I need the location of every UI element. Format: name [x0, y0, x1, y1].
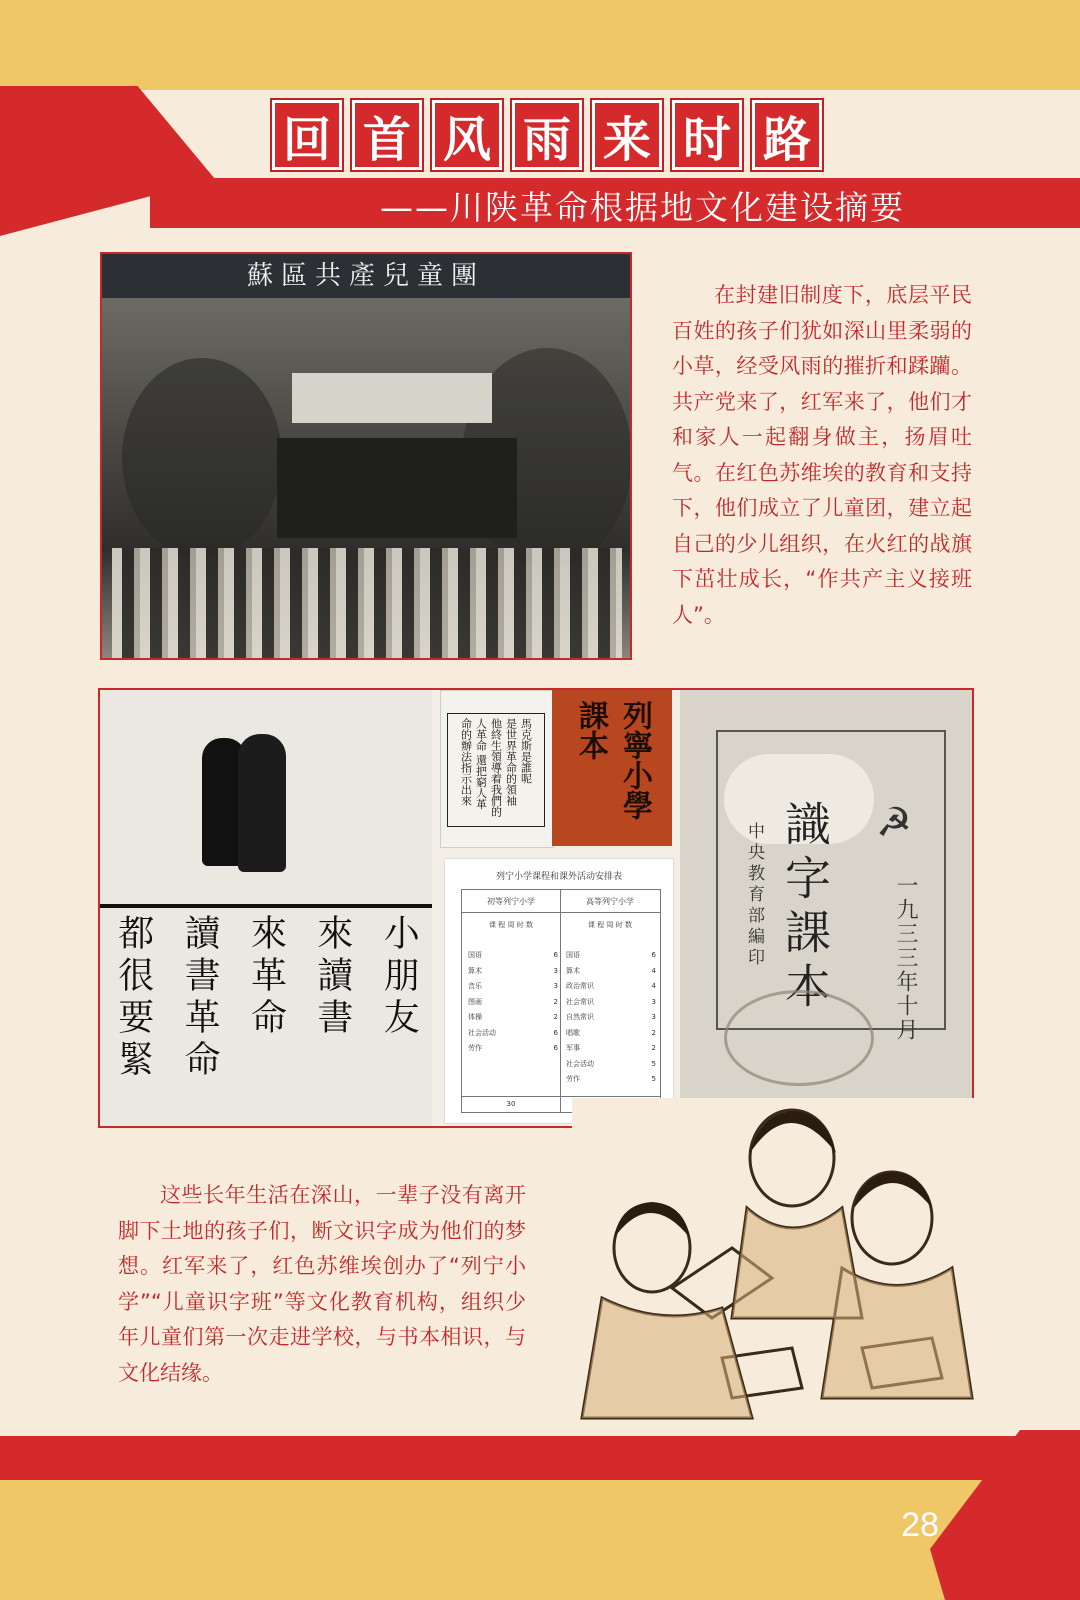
- course-name: 音乐: [468, 982, 482, 990]
- page-title: [272, 100, 822, 170]
- footer-red-band: [0, 1436, 1080, 1480]
- title-char: 首: [352, 100, 422, 170]
- course-name: 国语: [468, 951, 482, 959]
- course-name: 自然常识: [566, 1013, 594, 1021]
- weekly-hours: 2: [553, 1013, 558, 1021]
- table-right-head: 高等列宁小学: [586, 897, 634, 906]
- stage-canopy: [292, 373, 492, 423]
- table-row: [468, 995, 558, 1011]
- tree-shape: [122, 358, 282, 558]
- page-number: 28: [901, 1506, 939, 1544]
- course-name: 算术: [468, 966, 482, 975]
- title-char: 回: [272, 100, 342, 170]
- table-row: [566, 979, 656, 995]
- cover-publisher: 中央教育部編印: [744, 822, 764, 969]
- course-name: 体操: [468, 1013, 482, 1021]
- weekly-hours: 5: [651, 1075, 656, 1083]
- cover-date: 一九三三年十月: [893, 874, 918, 1042]
- course-name: 唱歌: [566, 1028, 580, 1037]
- table-rule: [462, 912, 660, 913]
- seal-stamp: [724, 990, 874, 1086]
- weekly-hours: 2: [651, 1044, 656, 1052]
- title-char: 路: [752, 100, 822, 170]
- table-row: [566, 995, 656, 1011]
- weekly-hours: 2: [651, 1028, 656, 1037]
- cover-title: 識字課本: [778, 800, 832, 1016]
- curriculum-table-image: [444, 858, 674, 1124]
- verse-column: 小朋友: [378, 914, 420, 1040]
- title-char: 时: [672, 100, 742, 170]
- table-row: [468, 964, 558, 980]
- verse-column: 都很要緊: [112, 914, 154, 1082]
- course-name: 军事: [566, 1044, 580, 1052]
- weekly-hours: 3: [553, 966, 558, 975]
- weekly-hours: 6: [553, 951, 558, 959]
- page-subtitle: ——川陕革命根据地文化建设摘要: [380, 188, 905, 227]
- table-title: 列宁小学课程和课外活动安排表: [495, 872, 622, 882]
- weekly-hours: 6: [553, 1044, 558, 1052]
- table-left-rows: [468, 948, 558, 1057]
- table-row: [468, 979, 558, 995]
- course-name: 劳作: [468, 1044, 482, 1052]
- weekly-hours: 4: [651, 982, 656, 990]
- table-rule: [462, 1096, 660, 1097]
- weekly-hours: 6: [651, 951, 656, 959]
- quote-column: 是世界革命的領袖: [504, 718, 518, 806]
- course-name: 社会活动: [566, 1059, 594, 1068]
- child-figure: [238, 734, 286, 872]
- photo-scene: [102, 298, 630, 658]
- header-gold-band: [0, 0, 1080, 90]
- intro-paragraph: 在封建旧制度下，底层平民百姓的孩子们犹如深山里柔弱的小草，经受风雨的摧折和蹂躪。共产党来了，红军来了，他们才和家人一起翻身做主，扬眉吐气。在红色苏维埃的教育和支持下，他们成立了儿童团，建立起自己的少儿组织，在火红的战旗下茁壮成长，“作共产主义接班人”。: [672, 283, 972, 627]
- weekly-hours: 3: [553, 982, 558, 990]
- ground-line: [100, 904, 432, 908]
- table-left-head: 初等列宁小学: [487, 897, 535, 906]
- table-row: [468, 948, 558, 964]
- quote-box: [447, 713, 545, 827]
- quote-column: 他終生領導着我們的: [489, 718, 503, 817]
- weekly-hours: 3: [651, 1013, 656, 1021]
- quote-column: 命的辦法指示出來: [459, 718, 473, 806]
- table-row: [566, 1072, 656, 1088]
- poster-verses: [100, 914, 432, 1114]
- table-col-labels: 课 程 周 时 数: [489, 921, 533, 929]
- literacy-textbook-cover: [680, 690, 972, 1126]
- table-left-total: 30: [506, 1100, 516, 1108]
- table-row: [566, 964, 656, 980]
- historical-collage: [98, 688, 974, 1128]
- weekly-hours: 2: [553, 997, 558, 1006]
- stage-backdrop: [277, 438, 517, 538]
- table-row: [468, 1010, 558, 1026]
- verse-column: 讀書革命: [179, 914, 221, 1082]
- course-name: 图画: [468, 997, 482, 1006]
- children-reading-illustration: [572, 1098, 986, 1434]
- crowd-of-children: [112, 548, 622, 658]
- title-char: 风: [432, 100, 502, 170]
- textbook-title-text: 列寧小學課本: [573, 700, 652, 820]
- curriculum-table: [461, 889, 661, 1113]
- table-right-rows: [566, 948, 656, 1088]
- title-char: 雨: [512, 100, 582, 170]
- table-row: [468, 1041, 558, 1057]
- table-row: [468, 1026, 558, 1042]
- lenin-primary-textbook: [552, 690, 672, 846]
- photo-banner: 蘇區共產兒童團: [102, 254, 630, 298]
- weekly-hours: 6: [553, 1028, 558, 1037]
- quote-page: [440, 690, 554, 848]
- table-row: [566, 1026, 656, 1042]
- course-name: 社会活动: [468, 1028, 496, 1037]
- textbook-title: [552, 700, 672, 840]
- weekly-hours: 4: [651, 966, 656, 975]
- weekly-hours: 5: [651, 1059, 656, 1068]
- course-name: 政治常识: [566, 982, 594, 990]
- table-col-labels: 课 程 周 时 数: [588, 921, 632, 929]
- children-corps-photo: [100, 252, 632, 660]
- weekly-hours: 3: [651, 997, 656, 1006]
- literacy-poster: [100, 690, 432, 1126]
- course-name: 国语: [566, 951, 580, 959]
- course-name: 劳作: [566, 1075, 580, 1083]
- table-row: [566, 1057, 656, 1073]
- course-name: 算术: [566, 966, 580, 975]
- verse-column: 來讀書: [311, 914, 353, 1040]
- school-paragraph: 这些长年生活在深山，一辈子没有离开脚下土地的孩子们，断文识字成为他们的梦想。红军来了，红色苏维埃创办了“列宁小学”“儿童识字班”等文化教育机构，组织少年儿童们第一次走进学校，与书本相识，与文化结缘。: [118, 1183, 526, 1385]
- table-row: [566, 1041, 656, 1057]
- table-row: [566, 1010, 656, 1026]
- title-char: 来: [592, 100, 662, 170]
- quote-column: 馬克斯是誰呢: [519, 718, 533, 784]
- hammer-sickle-icon: ☭: [876, 800, 912, 846]
- quote-column: 人革命 還把窮人革: [474, 718, 488, 810]
- course-name: 社会常识: [566, 997, 594, 1006]
- verse-column: 來革命: [245, 914, 287, 1040]
- table-row: [566, 948, 656, 964]
